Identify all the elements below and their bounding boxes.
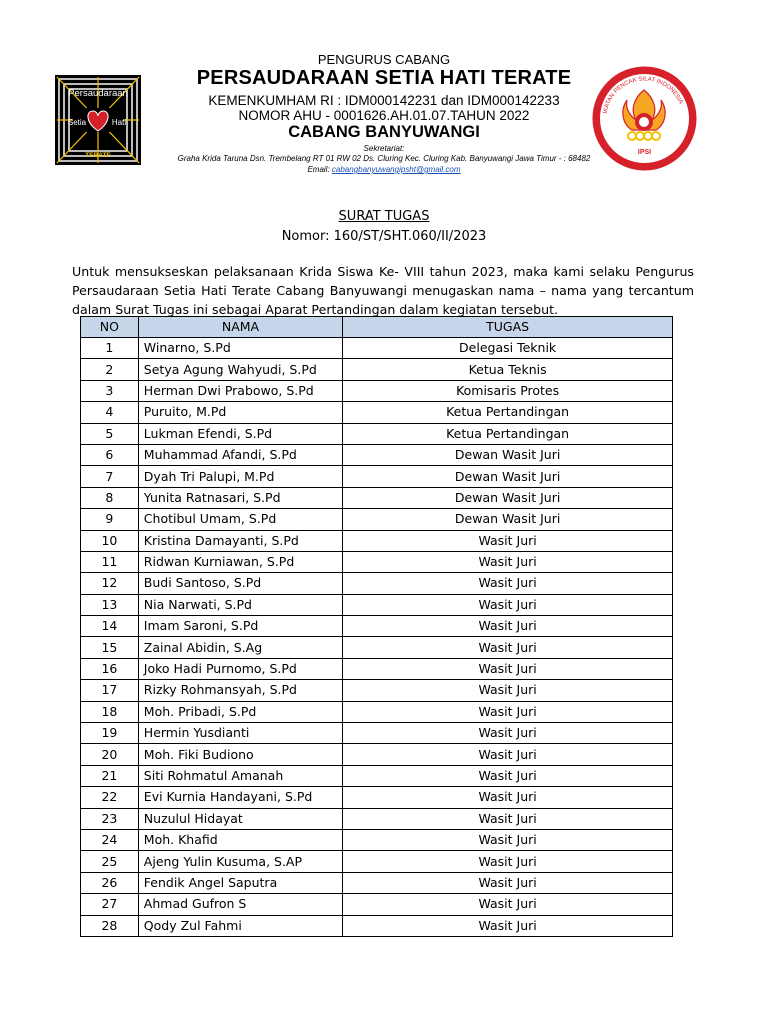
psht-logo-top-text: Persaudaraan — [68, 88, 128, 99]
row-tugas: Wasit Juri — [343, 573, 673, 594]
table-row — [81, 466, 673, 487]
table-row — [81, 894, 673, 915]
psht-logo-bottom-text: TERATE — [85, 152, 111, 159]
row-nama: Nia Narwati, S.Pd — [138, 594, 342, 615]
table-row — [81, 487, 673, 508]
row-no: 17 — [81, 680, 139, 701]
row-no: 18 — [81, 701, 139, 722]
row-tugas: Dewan Wasit Juri — [343, 444, 673, 465]
row-nama: Ahmad Gufron S — [138, 894, 342, 915]
row-nama: Muhammad Afandi, S.Pd — [138, 444, 342, 465]
row-no: 9 — [81, 509, 139, 530]
psht-logo-right-text: Hati — [111, 118, 127, 127]
document-number: Nomor: 160/ST/SHT.060/II/2023 — [281, 229, 487, 244]
ipsi-base-text: IPSI — [637, 149, 652, 156]
kemenkumham-line: KEMENKUMHAM RI : IDM000142231 dan IDM000142233 — [208, 93, 560, 108]
table-row — [81, 444, 673, 465]
row-nama: Moh. Pribadi, S.Pd — [138, 701, 342, 722]
row-no: 4 — [81, 402, 139, 423]
row-nama: Lukman Efendi, S.Pd — [138, 423, 342, 444]
row-no: 22 — [81, 787, 139, 808]
row-tugas: Wasit Juri — [343, 701, 673, 722]
row-tugas: Wasit Juri — [343, 894, 673, 915]
table-row — [81, 423, 673, 444]
table-row — [81, 530, 673, 551]
row-tugas: Dewan Wasit Juri — [343, 509, 673, 530]
row-nama: Yunita Ratnasari, S.Pd — [138, 487, 342, 508]
email-label: Email: — [307, 165, 330, 174]
row-tugas: Wasit Juri — [343, 808, 673, 829]
row-nama: Herman Dwi Prabowo, S.Pd — [138, 380, 342, 401]
row-tugas: Wasit Juri — [343, 680, 673, 701]
row-no: 7 — [81, 466, 139, 487]
row-no: 28 — [81, 915, 139, 936]
row-tugas: Ketua Pertandingan — [343, 402, 673, 423]
table-row — [81, 359, 673, 380]
table-row — [81, 551, 673, 572]
org-name: PERSAUDARAAN SETIA HATI TERATE — [196, 67, 572, 89]
table-row — [81, 509, 673, 530]
table-row — [81, 829, 673, 850]
table-row — [81, 701, 673, 722]
row-no: 21 — [81, 765, 139, 786]
table-row — [81, 765, 673, 786]
document-title — [0, 209, 768, 224]
row-tugas: Wasit Juri — [343, 872, 673, 893]
ipsi-ring-text: IKATAN PENCAK SILAT INDONESIA — [602, 76, 684, 115]
document-title-text: SURAT TUGAS — [338, 209, 430, 224]
table-row — [81, 808, 673, 829]
row-nama: Ajeng Yulin Kusuma, S.AP — [138, 851, 342, 872]
header-no: NO — [81, 317, 139, 338]
assignment-table — [80, 316, 673, 937]
row-no: 14 — [81, 616, 139, 637]
row-tugas: Delegasi Teknik — [343, 338, 673, 359]
row-nama: Qody Zul Fahmi — [138, 915, 342, 936]
row-no: 10 — [81, 530, 139, 551]
row-nama: Hermin Yusdianti — [138, 723, 342, 744]
table-row — [81, 658, 673, 679]
row-tugas: Wasit Juri — [343, 829, 673, 850]
row-tugas: Dewan Wasit Juri — [343, 466, 673, 487]
table-row — [81, 380, 673, 401]
row-no: 15 — [81, 637, 139, 658]
intro-paragraph: Untuk mensukseskan pelaksanaan Krida Siswa Ke- VIII tahun 2023, maka kami selaku Pengurus Persaudaraan Setia Hati Terate Cabang Banyuwangi menugaskan nama – nama yang tercantum dalam Surat Tugas ini sebagai Aparat Pertandingan dalam kegiatan tersebut. — [72, 264, 694, 317]
row-nama: Setya Agung Wahyudi, S.Pd — [138, 359, 342, 380]
row-tugas: Wasit Juri — [343, 765, 673, 786]
row-no: 6 — [81, 444, 139, 465]
row-tugas: Ketua Pertandingan — [343, 423, 673, 444]
row-no: 11 — [81, 551, 139, 572]
table-row — [81, 616, 673, 637]
row-nama: Budi Santoso, S.Pd — [138, 573, 342, 594]
row-nama: Puruito, M.Pd — [138, 402, 342, 423]
row-no: 2 — [81, 359, 139, 380]
row-nama: Kristina Damayanti, S.Pd — [138, 530, 342, 551]
row-no: 3 — [81, 380, 139, 401]
row-nama: Siti Rohmatul Amanah — [138, 765, 342, 786]
row-tugas: Wasit Juri — [343, 744, 673, 765]
row-no: 23 — [81, 808, 139, 829]
row-tugas: Dewan Wasit Juri — [343, 487, 673, 508]
row-tugas: Wasit Juri — [343, 787, 673, 808]
table-row — [81, 872, 673, 893]
table-row — [81, 680, 673, 701]
table-body — [81, 338, 673, 937]
header-tugas: TUGAS — [343, 317, 673, 338]
row-no: 27 — [81, 894, 139, 915]
table-header-row — [81, 317, 673, 338]
row-no: 19 — [81, 723, 139, 744]
row-no: 25 — [81, 851, 139, 872]
row-no: 12 — [81, 573, 139, 594]
org-level: PENGURUS CABANG — [317, 52, 451, 67]
row-nama: Moh. Khafid — [138, 829, 342, 850]
email-line — [0, 165, 768, 174]
header-nama: NAMA — [138, 317, 342, 338]
row-tugas: Wasit Juri — [343, 851, 673, 872]
row-nama: Evi Kurnia Handayani, S.Pd — [138, 787, 342, 808]
row-nama: Dyah Tri Palupi, M.Pd — [138, 466, 342, 487]
table-row — [81, 573, 673, 594]
row-no: 1 — [81, 338, 139, 359]
psht-logo-left-text: Setia — [67, 118, 87, 127]
table-row — [81, 637, 673, 658]
row-tugas: Ketua Teknis — [343, 359, 673, 380]
row-tugas: Wasit Juri — [343, 551, 673, 572]
secretariat-address: Graha Krida Taruna Dsn. Trembelang RT 01 RW 02 Ds. Cluring Kec. Cluring Kab. Banyuwangi Jawa Timur - : 68482 — [177, 154, 591, 163]
table-row — [81, 744, 673, 765]
row-no: 13 — [81, 594, 139, 615]
row-no: 24 — [81, 829, 139, 850]
row-tugas: Wasit Juri — [343, 723, 673, 744]
ahu-number: NOMOR AHU - 0001626.AH.01.07.TAHUN 2022 — [238, 108, 530, 123]
row-nama: Chotibul Umam, S.Pd — [138, 509, 342, 530]
row-no: 5 — [81, 423, 139, 444]
table-row — [81, 723, 673, 744]
secretariat-label: Sekretariat: — [363, 144, 405, 153]
branch-name: CABANG BANYUWANGI — [288, 123, 480, 141]
email-link[interactable]: cabangbanyuwangipsht@gmail.com — [331, 165, 461, 174]
table-row — [81, 338, 673, 359]
row-no: 8 — [81, 487, 139, 508]
row-no: 26 — [81, 872, 139, 893]
table-row — [81, 915, 673, 936]
row-tugas: Wasit Juri — [343, 637, 673, 658]
row-nama: Imam Saroni, S.Pd — [138, 616, 342, 637]
row-nama: Winarno, S.Pd — [138, 338, 342, 359]
table-row — [81, 787, 673, 808]
row-no: 16 — [81, 658, 139, 679]
table-header — [81, 317, 673, 338]
row-tugas: Wasit Juri — [343, 594, 673, 615]
row-nama: Fendik Angel Saputra — [138, 872, 342, 893]
row-tugas: Wasit Juri — [343, 616, 673, 637]
row-nama: Joko Hadi Purnomo, S.Pd — [138, 658, 342, 679]
row-nama: Rizky Rohmansyah, S.Pd — [138, 680, 342, 701]
table-row — [81, 851, 673, 872]
row-tugas: Wasit Juri — [343, 658, 673, 679]
row-tugas: Komisaris Protes — [343, 380, 673, 401]
row-nama: Ridwan Kurniawan, S.Pd — [138, 551, 342, 572]
row-tugas: Wasit Juri — [343, 915, 673, 936]
row-nama: Moh. Fiki Budiono — [138, 744, 342, 765]
row-nama: Zainal Abidin, S.Ag — [138, 637, 342, 658]
row-tugas: Wasit Juri — [343, 530, 673, 551]
table-row — [81, 402, 673, 423]
row-nama: Nuzulul Hidayat — [138, 808, 342, 829]
table-row — [81, 594, 673, 615]
row-no: 20 — [81, 744, 139, 765]
